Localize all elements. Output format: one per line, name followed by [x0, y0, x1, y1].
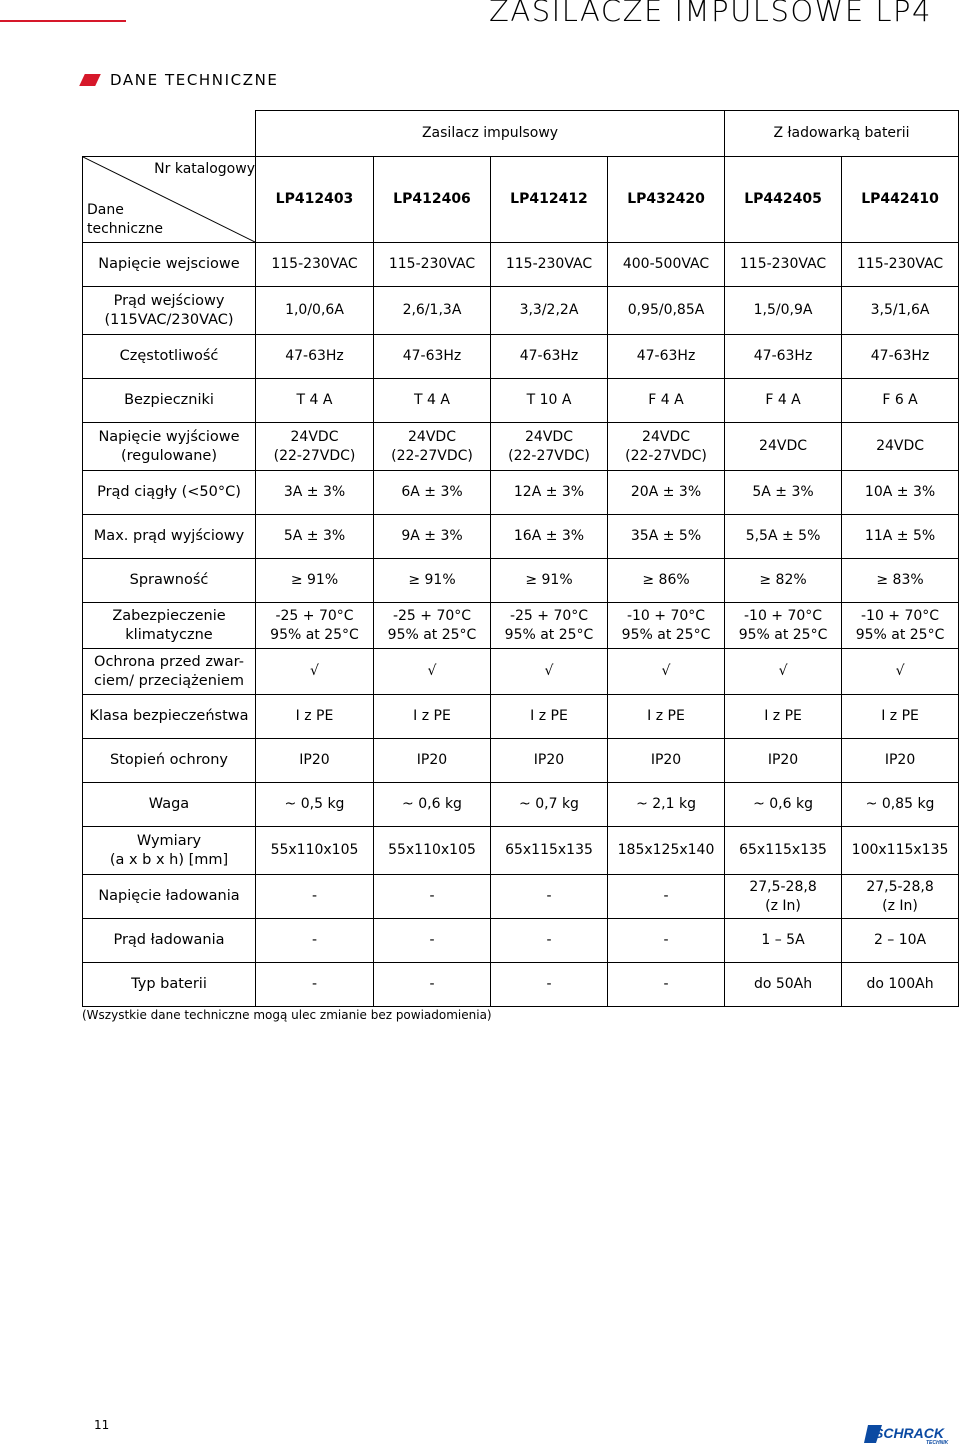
- spec-value: -25 + 70°C 95% at 25°C: [256, 603, 374, 649]
- spec-value: √: [725, 649, 842, 695]
- spec-row: [83, 739, 959, 783]
- spec-value: 27,5-28,8 (z In): [842, 875, 959, 919]
- spec-value: -: [256, 963, 374, 1007]
- spec-value: √: [491, 649, 608, 695]
- spec-value: T 4 A: [256, 379, 374, 423]
- section-marker-icon: [79, 74, 101, 86]
- spec-value: 27,5-28,8 (z In): [725, 875, 842, 919]
- spec-row: [83, 287, 959, 335]
- spec-value: 24VDC (22-27VDC): [374, 423, 491, 471]
- schrack-logo: [864, 1423, 956, 1445]
- spec-value: ~ 0,7 kg: [491, 783, 608, 827]
- spec-table: [82, 110, 959, 1007]
- model-number: LP432420: [608, 157, 725, 243]
- spec-value: IP20: [608, 739, 725, 783]
- row-label: Prąd ciągły (<50°C): [83, 471, 256, 515]
- spec-row: [83, 875, 959, 919]
- spec-value: 47-63Hz: [608, 335, 725, 379]
- row-label: Napięcie wyjściowe (regulowane): [83, 423, 256, 471]
- spec-value: √: [256, 649, 374, 695]
- spec-value: ~ 0,6 kg: [725, 783, 842, 827]
- spec-value: ≥ 86%: [608, 559, 725, 603]
- row-label: Napięcie wejsciowe: [83, 243, 256, 287]
- spec-value: I z PE: [842, 695, 959, 739]
- spec-value: IP20: [374, 739, 491, 783]
- row-label: Max. prąd wyjściowy: [83, 515, 256, 559]
- spec-row: [83, 649, 959, 695]
- row-label: Prąd wejściowy (115VAC/230VAC): [83, 287, 256, 335]
- spec-value: IP20: [842, 739, 959, 783]
- spec-value: 55x110x105: [256, 827, 374, 875]
- spec-value: -: [374, 875, 491, 919]
- spec-value: 3A ± 3%: [256, 471, 374, 515]
- spec-value: 2,6/1,3A: [374, 287, 491, 335]
- catalog-number-label: Nr katalogowy: [154, 161, 255, 177]
- spec-value: I z PE: [608, 695, 725, 739]
- model-number: LP412406: [374, 157, 491, 243]
- spec-value: 10A ± 3%: [842, 471, 959, 515]
- model-number: LP412412: [491, 157, 608, 243]
- spec-value: 5,5A ± 5%: [725, 515, 842, 559]
- spec-value: 35A ± 5%: [608, 515, 725, 559]
- row-label: Sprawność: [83, 559, 256, 603]
- spec-value: 1,5/0,9A: [725, 287, 842, 335]
- technical-data-label: Dane techniczne: [87, 202, 163, 237]
- spec-value: 55x110x105: [374, 827, 491, 875]
- spec-value: 115-230VAC: [491, 243, 608, 287]
- spec-value: do 50Ah: [725, 963, 842, 1007]
- model-number: LP442405: [725, 157, 842, 243]
- spec-value: 115-230VAC: [256, 243, 374, 287]
- spec-value: 9A ± 3%: [374, 515, 491, 559]
- spec-value: -25 + 70°C 95% at 25°C: [491, 603, 608, 649]
- spec-value: ≥ 83%: [842, 559, 959, 603]
- spec-value: 0,95/0,85A: [608, 287, 725, 335]
- spec-value: ≥ 91%: [256, 559, 374, 603]
- spec-value: 24VDC (22-27VDC): [491, 423, 608, 471]
- spec-row: [83, 423, 959, 471]
- spec-value: do 100Ah: [842, 963, 959, 1007]
- spec-value: 5A ± 3%: [725, 471, 842, 515]
- row-label: Klasa bezpieczeństwa: [83, 695, 256, 739]
- spec-row: [83, 559, 959, 603]
- group-header-psu: Zasilacz impulsowy: [256, 111, 725, 157]
- spec-value: 65x115x135: [491, 827, 608, 875]
- spec-value: -: [374, 963, 491, 1007]
- spec-value: -: [491, 919, 608, 963]
- spec-value: -25 + 70°C 95% at 25°C: [374, 603, 491, 649]
- spec-value: √: [608, 649, 725, 695]
- spec-value: I z PE: [374, 695, 491, 739]
- spec-row: [83, 335, 959, 379]
- spec-value: F 4 A: [725, 379, 842, 423]
- section-header: [82, 71, 279, 89]
- spec-value: 47-63Hz: [491, 335, 608, 379]
- spec-value: IP20: [725, 739, 842, 783]
- spec-value: -: [374, 919, 491, 963]
- spec-value: 65x115x135: [725, 827, 842, 875]
- spec-row: [83, 695, 959, 739]
- spec-value: F 6 A: [842, 379, 959, 423]
- spec-row: [83, 515, 959, 559]
- spec-value: 400-500VAC: [608, 243, 725, 287]
- spec-value: ≥ 91%: [491, 559, 608, 603]
- spec-row: [83, 827, 959, 875]
- model-number: LP412403: [256, 157, 374, 243]
- spec-value: ~ 0,6 kg: [374, 783, 491, 827]
- row-label: Bezpieczniki: [83, 379, 256, 423]
- row-label: Wymiary (a x b x h) [mm]: [83, 827, 256, 875]
- spec-value: 47-63Hz: [842, 335, 959, 379]
- spec-value: T 4 A: [374, 379, 491, 423]
- spec-value: 24VDC: [842, 423, 959, 471]
- spec-value: -: [256, 919, 374, 963]
- spec-value: 47-63Hz: [374, 335, 491, 379]
- spec-value: 185x125x140: [608, 827, 725, 875]
- spec-value: -10 + 70°C 95% at 25°C: [842, 603, 959, 649]
- spec-value: 115-230VAC: [842, 243, 959, 287]
- row-label: Typ baterii: [83, 963, 256, 1007]
- spec-value: -: [491, 963, 608, 1007]
- spec-value: 16A ± 3%: [491, 515, 608, 559]
- spec-value: -: [256, 875, 374, 919]
- spec-value: ~ 0,85 kg: [842, 783, 959, 827]
- spec-value: 100x115x135: [842, 827, 959, 875]
- spec-value: 3,5/1,6A: [842, 287, 959, 335]
- spec-value: -: [608, 919, 725, 963]
- spec-value: 24VDC: [725, 423, 842, 471]
- spec-row: [83, 471, 959, 515]
- spec-value: T 10 A: [491, 379, 608, 423]
- spec-value: -10 + 70°C 95% at 25°C: [725, 603, 842, 649]
- spec-row: [83, 919, 959, 963]
- row-label: Napięcie ładowania: [83, 875, 256, 919]
- spec-value: F 4 A: [608, 379, 725, 423]
- svg-text:SCHRACK: SCHRACK: [874, 1425, 944, 1441]
- spec-value: ≥ 91%: [374, 559, 491, 603]
- spec-value: √: [374, 649, 491, 695]
- spec-value: I z PE: [725, 695, 842, 739]
- page-title: ZASILACZE IMPULSOWE LP4: [489, 0, 932, 28]
- spec-value: ~ 2,1 kg: [608, 783, 725, 827]
- row-label: Prąd ładowania: [83, 919, 256, 963]
- spec-value: -: [608, 875, 725, 919]
- spec-value: 115-230VAC: [725, 243, 842, 287]
- spec-value: 47-63Hz: [725, 335, 842, 379]
- spec-value: 5A ± 3%: [256, 515, 374, 559]
- spec-value: -: [491, 875, 608, 919]
- empty-corner: [83, 111, 256, 157]
- model-number: LP442410: [842, 157, 959, 243]
- spec-value: ≥ 82%: [725, 559, 842, 603]
- spec-value: I z PE: [256, 695, 374, 739]
- spec-row: [83, 379, 959, 423]
- spec-value: ~ 0,5 kg: [256, 783, 374, 827]
- row-label: Zabezpieczenie klimatyczne: [83, 603, 256, 649]
- spec-value: 6A ± 3%: [374, 471, 491, 515]
- row-label: Stopień ochrony: [83, 739, 256, 783]
- top-red-rule: [0, 20, 126, 22]
- spec-value: 3,3/2,2A: [491, 287, 608, 335]
- section-title: DANE TECHNICZNE: [110, 71, 279, 89]
- spec-value: IP20: [491, 739, 608, 783]
- spec-value: 115-230VAC: [374, 243, 491, 287]
- spec-value: IP20: [256, 739, 374, 783]
- spec-value: 47-63Hz: [256, 335, 374, 379]
- spec-row: [83, 963, 959, 1007]
- spec-value: 12A ± 3%: [491, 471, 608, 515]
- row-label: Ochrona przed zwar- ciem/ przeciążeniem: [83, 649, 256, 695]
- spec-value: -10 + 70°C 95% at 25°C: [608, 603, 725, 649]
- spec-value: 2 – 10A: [842, 919, 959, 963]
- spec-value: I z PE: [491, 695, 608, 739]
- svg-text:TECHNIK: TECHNIK: [926, 1440, 949, 1445]
- footnote: (Wszystkie dane techniczne mogą ulec zmianie bez powiadomienia): [82, 1008, 492, 1022]
- spec-value: 24VDC (22-27VDC): [256, 423, 374, 471]
- spec-value: -: [608, 963, 725, 1007]
- row-label: Waga: [83, 783, 256, 827]
- row-label: Częstotliwość: [83, 335, 256, 379]
- page-number: 11: [94, 1418, 110, 1432]
- spec-value: 20A ± 3%: [608, 471, 725, 515]
- spec-value: 11A ± 5%: [842, 515, 959, 559]
- group-header-charger: Z ładowarką baterii: [725, 111, 959, 157]
- spec-row: [83, 783, 959, 827]
- spec-value: 1 – 5A: [725, 919, 842, 963]
- spec-value: 24VDC (22-27VDC): [608, 423, 725, 471]
- spec-row: [83, 243, 959, 287]
- header-diagonal-cell: [83, 157, 256, 243]
- spec-value: √: [842, 649, 959, 695]
- spec-row: [83, 603, 959, 649]
- spec-value: 1,0/0,6A: [256, 287, 374, 335]
